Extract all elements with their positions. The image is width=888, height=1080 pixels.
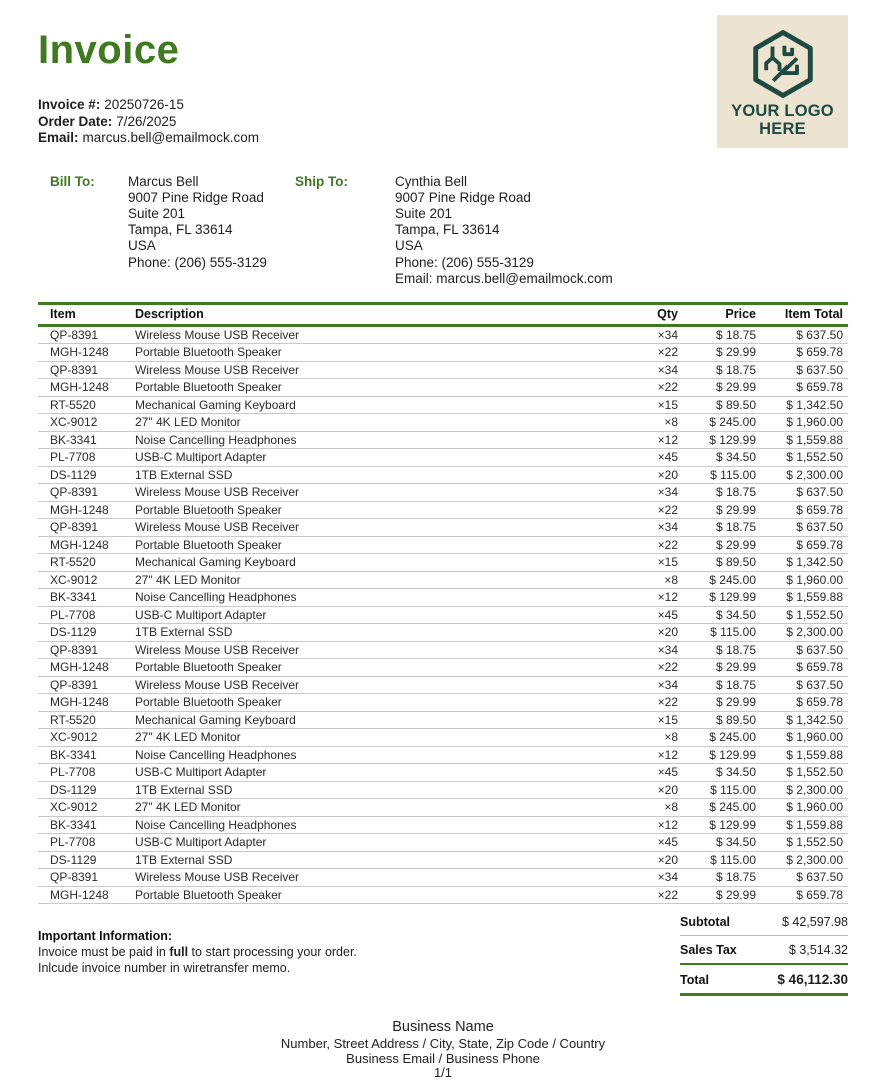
cell-qty: ×34 bbox=[618, 869, 678, 887]
cell-item: QP-8391 bbox=[38, 676, 135, 694]
note-text: Invoice must be paid in bbox=[38, 945, 170, 960]
ship-to-line: Phone: (206) 555-3129 bbox=[395, 254, 534, 270]
table-header-row bbox=[38, 303, 848, 325]
footer-contact: Business Email / Business Phone bbox=[346, 1050, 540, 1066]
cell-price: $ 129.99 bbox=[678, 816, 756, 834]
cell-item-total: $ 1,342.50 bbox=[756, 396, 848, 414]
cell-item: PL-7708 bbox=[38, 834, 135, 852]
cell-item: QP-8391 bbox=[38, 361, 135, 379]
bottom-section bbox=[38, 908, 848, 996]
total-label: Total bbox=[680, 972, 709, 987]
cell-qty: ×22 bbox=[618, 886, 678, 904]
cell-description: Portable Bluetooth Speaker bbox=[135, 886, 618, 904]
cell-item-total: $ 1,559.88 bbox=[756, 816, 848, 834]
meta-label: Email: bbox=[38, 130, 79, 145]
table-row bbox=[38, 379, 848, 397]
page-indicator: 1/1 bbox=[433, 1065, 453, 1080]
bill-to-line: 9007 Pine Ridge Road bbox=[128, 189, 264, 205]
cell-item: DS-1129 bbox=[38, 624, 135, 642]
cell-item-total: $ 637.50 bbox=[756, 869, 848, 887]
cell-item: RT-5520 bbox=[38, 396, 135, 414]
page-title: Invoice bbox=[38, 28, 180, 72]
ship-to-block bbox=[395, 174, 613, 287]
cell-qty: ×8 bbox=[618, 799, 678, 817]
cell-price: $ 34.50 bbox=[678, 449, 756, 467]
cell-qty: ×34 bbox=[618, 484, 678, 502]
cell-qty: ×34 bbox=[618, 676, 678, 694]
cell-item: BK-3341 bbox=[38, 589, 135, 607]
cell-price: $ 18.75 bbox=[678, 325, 756, 344]
subtotal-value: $ 42,597.98 bbox=[781, 915, 848, 930]
logo-text-line1: YOUR LOGO bbox=[731, 102, 834, 120]
cell-description: USB-C Multiport Adapter bbox=[135, 606, 618, 624]
cell-qty: ×45 bbox=[618, 834, 678, 852]
footer-business-name: Business Name bbox=[392, 1019, 494, 1036]
cell-description: Wireless Mouse USB Receiver bbox=[135, 519, 618, 537]
col-header-item: Item bbox=[38, 303, 135, 325]
cell-price: $ 29.99 bbox=[678, 344, 756, 362]
cell-price: $ 29.99 bbox=[678, 659, 756, 677]
table-row bbox=[38, 571, 848, 589]
cell-qty: ×45 bbox=[618, 606, 678, 624]
cell-price: $ 115.00 bbox=[678, 466, 756, 484]
footer-address: Number, Street Address / City, State, Zip Code / Country bbox=[280, 1036, 606, 1052]
cell-item: XC-9012 bbox=[38, 414, 135, 432]
cell-price: $ 115.00 bbox=[678, 781, 756, 799]
meta-value: marcus.bell@emailmock.com bbox=[82, 130, 260, 145]
cell-qty: ×15 bbox=[618, 711, 678, 729]
cell-item-total: $ 659.78 bbox=[756, 694, 848, 712]
cell-qty: ×20 bbox=[618, 466, 678, 484]
cell-item: DS-1129 bbox=[38, 781, 135, 799]
cell-qty: ×34 bbox=[618, 519, 678, 537]
table-row bbox=[38, 869, 848, 887]
cell-price: $ 89.50 bbox=[678, 554, 756, 572]
cell-description: 27" 4K LED Monitor bbox=[135, 729, 618, 747]
note-text: to start processing your order. bbox=[188, 945, 357, 960]
table-body bbox=[38, 325, 848, 904]
cell-item-total: $ 1,960.00 bbox=[756, 571, 848, 589]
table-row bbox=[38, 466, 848, 484]
cell-item-total: $ 1,559.88 bbox=[756, 746, 848, 764]
cell-price: $ 89.50 bbox=[678, 711, 756, 729]
cell-price: $ 34.50 bbox=[678, 834, 756, 852]
cell-price: $ 18.75 bbox=[678, 641, 756, 659]
cell-description: Mechanical Gaming Keyboard bbox=[135, 554, 618, 572]
cell-description: 27" 4K LED Monitor bbox=[135, 414, 618, 432]
cell-item: MGH-1248 bbox=[38, 886, 135, 904]
cell-description: 27" 4K LED Monitor bbox=[135, 571, 618, 589]
important-information-line2: Inlcude invoice number in wiretransfer memo. bbox=[38, 961, 291, 976]
table-row bbox=[38, 501, 848, 519]
table-row bbox=[38, 519, 848, 537]
cell-description: Wireless Mouse USB Receiver bbox=[135, 484, 618, 502]
cell-item-total: $ 659.78 bbox=[756, 379, 848, 397]
cell-description: Wireless Mouse USB Receiver bbox=[135, 641, 618, 659]
cell-item: RT-5520 bbox=[38, 554, 135, 572]
table-row bbox=[38, 851, 848, 869]
cell-item-total: $ 1,960.00 bbox=[756, 729, 848, 747]
table-row bbox=[38, 414, 848, 432]
cell-description: Noise Cancelling Headphones bbox=[135, 589, 618, 607]
table-row bbox=[38, 746, 848, 764]
cell-description: Portable Bluetooth Speaker bbox=[135, 379, 618, 397]
cell-item: QP-8391 bbox=[38, 519, 135, 537]
cell-description: 1TB External SSD bbox=[135, 466, 618, 484]
cell-price: $ 34.50 bbox=[678, 606, 756, 624]
cell-item-total: $ 659.78 bbox=[756, 344, 848, 362]
table-row bbox=[38, 816, 848, 834]
cell-item-total: $ 659.78 bbox=[756, 536, 848, 554]
cell-item: PL-7708 bbox=[38, 606, 135, 624]
meta-value: 7/26/2025 bbox=[116, 113, 177, 129]
cell-item-total: $ 659.78 bbox=[756, 886, 848, 904]
table-row bbox=[38, 396, 848, 414]
cell-item: DS-1129 bbox=[38, 851, 135, 869]
cell-item-total: $ 659.78 bbox=[756, 501, 848, 519]
cell-item-total: $ 1,559.88 bbox=[756, 431, 848, 449]
bill-to-line: Phone: (206) 555-3129 bbox=[128, 254, 267, 270]
logo-text bbox=[731, 102, 834, 138]
col-header-price: Price bbox=[678, 303, 756, 325]
cell-item: MGH-1248 bbox=[38, 379, 135, 397]
ship-to-line: Cynthia Bell bbox=[395, 173, 468, 189]
cell-item-total: $ 637.50 bbox=[756, 361, 848, 379]
ship-to-line: Suite 201 bbox=[395, 205, 453, 221]
cell-price: $ 18.75 bbox=[678, 361, 756, 379]
sales-tax-label: Sales Tax bbox=[680, 943, 737, 958]
cell-description: Mechanical Gaming Keyboard bbox=[135, 396, 618, 414]
footer bbox=[38, 1020, 848, 1080]
cell-item: BK-3341 bbox=[38, 816, 135, 834]
cell-item-total: $ 637.50 bbox=[756, 641, 848, 659]
cell-qty: ×8 bbox=[618, 414, 678, 432]
line-items-table bbox=[38, 302, 848, 905]
table-row bbox=[38, 554, 848, 572]
cell-qty: ×22 bbox=[618, 694, 678, 712]
cell-description: Wireless Mouse USB Receiver bbox=[135, 676, 618, 694]
cell-item-total: $ 1,342.50 bbox=[756, 711, 848, 729]
bill-to-line: Marcus Bell bbox=[128, 173, 199, 189]
col-header-item-total: Item Total bbox=[756, 303, 848, 325]
cell-price: $ 18.75 bbox=[678, 519, 756, 537]
cell-qty: ×20 bbox=[618, 781, 678, 799]
cell-qty: ×34 bbox=[618, 325, 678, 344]
table-row bbox=[38, 781, 848, 799]
cell-price: $ 18.75 bbox=[678, 676, 756, 694]
cell-item-total: $ 1,960.00 bbox=[756, 799, 848, 817]
cell-item-total: $ 1,552.50 bbox=[756, 764, 848, 782]
important-information bbox=[38, 908, 680, 996]
logo-text-line2: HERE bbox=[759, 120, 806, 138]
cell-qty: ×22 bbox=[618, 344, 678, 362]
cell-item: DS-1129 bbox=[38, 466, 135, 484]
cell-price: $ 18.75 bbox=[678, 484, 756, 502]
cell-item-total: $ 1,559.88 bbox=[756, 589, 848, 607]
cell-price: $ 115.00 bbox=[678, 624, 756, 642]
cell-price: $ 29.99 bbox=[678, 536, 756, 554]
cell-qty: ×34 bbox=[618, 641, 678, 659]
bill-to-line: Tampa, FL 33614 bbox=[128, 222, 233, 238]
cell-qty: ×12 bbox=[618, 816, 678, 834]
cell-item-total: $ 1,552.50 bbox=[756, 449, 848, 467]
cell-description: Portable Bluetooth Speaker bbox=[135, 344, 618, 362]
col-header-qty: Qty bbox=[618, 303, 678, 325]
table-row bbox=[38, 484, 848, 502]
cell-qty: ×8 bbox=[618, 729, 678, 747]
cell-description: Portable Bluetooth Speaker bbox=[135, 536, 618, 554]
cell-item: MGH-1248 bbox=[38, 536, 135, 554]
cell-qty: ×8 bbox=[618, 571, 678, 589]
cell-item: MGH-1248 bbox=[38, 659, 135, 677]
table-row bbox=[38, 764, 848, 782]
hexagon-logo-icon bbox=[748, 28, 818, 100]
bill-to-block bbox=[128, 174, 295, 287]
cell-item-total: $ 2,300.00 bbox=[756, 466, 848, 484]
ship-to-line: Tampa, FL 33614 bbox=[395, 222, 500, 238]
cell-qty: ×20 bbox=[618, 851, 678, 869]
cell-price: $ 29.99 bbox=[678, 379, 756, 397]
cell-item-total: $ 637.50 bbox=[756, 484, 848, 502]
cell-qty: ×22 bbox=[618, 379, 678, 397]
cell-item-total: $ 2,300.00 bbox=[756, 781, 848, 799]
cell-description: 27" 4K LED Monitor bbox=[135, 799, 618, 817]
note-bold-text: full bbox=[169, 945, 189, 960]
ship-to-label: Ship To: bbox=[295, 173, 348, 189]
cell-item: BK-3341 bbox=[38, 431, 135, 449]
cell-item: QP-8391 bbox=[38, 641, 135, 659]
sales-tax-row bbox=[680, 936, 848, 965]
total-value: $ 46,112.30 bbox=[777, 972, 848, 988]
cell-item: QP-8391 bbox=[38, 484, 135, 502]
cell-price: $ 245.00 bbox=[678, 414, 756, 432]
totals-box bbox=[680, 908, 848, 996]
cell-item-total: $ 659.78 bbox=[756, 659, 848, 677]
cell-qty: ×22 bbox=[618, 501, 678, 519]
cell-item: QP-8391 bbox=[38, 869, 135, 887]
cell-qty: ×45 bbox=[618, 449, 678, 467]
cell-price: $ 89.50 bbox=[678, 396, 756, 414]
cell-qty: ×15 bbox=[618, 396, 678, 414]
cell-item-total: $ 637.50 bbox=[756, 325, 848, 344]
cell-item-total: $ 2,300.00 bbox=[756, 624, 848, 642]
addresses-section bbox=[38, 174, 848, 287]
cell-price: $ 129.99 bbox=[678, 746, 756, 764]
sales-tax-value: $ 3,514.32 bbox=[788, 943, 848, 958]
logo-placeholder bbox=[717, 15, 848, 148]
cell-item: QP-8391 bbox=[38, 325, 135, 344]
bill-to-label: Bill To: bbox=[50, 173, 95, 189]
cell-item: XC-9012 bbox=[38, 571, 135, 589]
cell-description: Wireless Mouse USB Receiver bbox=[135, 325, 618, 344]
cell-description: Wireless Mouse USB Receiver bbox=[135, 869, 618, 887]
meta-label: Order Date: bbox=[38, 113, 113, 129]
cell-description: 1TB External SSD bbox=[135, 851, 618, 869]
cell-qty: ×12 bbox=[618, 746, 678, 764]
cell-description: Portable Bluetooth Speaker bbox=[135, 501, 618, 519]
cell-description: Noise Cancelling Headphones bbox=[135, 746, 618, 764]
cell-description: 1TB External SSD bbox=[135, 781, 618, 799]
important-information-line1 bbox=[38, 944, 680, 960]
cell-qty: ×34 bbox=[618, 361, 678, 379]
cell-qty: ×22 bbox=[618, 536, 678, 554]
table-row bbox=[38, 624, 848, 642]
total-row bbox=[680, 965, 848, 996]
cell-item: RT-5520 bbox=[38, 711, 135, 729]
cell-price: $ 115.00 bbox=[678, 851, 756, 869]
meta-value: 20250726-15 bbox=[104, 97, 184, 112]
table-row bbox=[38, 536, 848, 554]
cell-price: $ 245.00 bbox=[678, 729, 756, 747]
cell-price: $ 29.99 bbox=[678, 694, 756, 712]
cell-description: USB-C Multiport Adapter bbox=[135, 449, 618, 467]
cell-item: MGH-1248 bbox=[38, 694, 135, 712]
cell-item: PL-7708 bbox=[38, 449, 135, 467]
table-row bbox=[38, 361, 848, 379]
cell-price: $ 34.50 bbox=[678, 764, 756, 782]
col-header-description: Description bbox=[135, 303, 618, 325]
table-row bbox=[38, 606, 848, 624]
table-row bbox=[38, 711, 848, 729]
subtotal-label: Subtotal bbox=[680, 915, 730, 930]
cell-qty: ×12 bbox=[618, 589, 678, 607]
meta-label: Invoice #: bbox=[38, 97, 101, 112]
cell-price: $ 245.00 bbox=[678, 571, 756, 589]
table-row bbox=[38, 589, 848, 607]
cell-price: $ 245.00 bbox=[678, 799, 756, 817]
cell-item: MGH-1248 bbox=[38, 344, 135, 362]
cell-price: $ 18.75 bbox=[678, 869, 756, 887]
table-row bbox=[38, 694, 848, 712]
cell-qty: ×12 bbox=[618, 431, 678, 449]
table-row bbox=[38, 886, 848, 904]
cell-description: Noise Cancelling Headphones bbox=[135, 816, 618, 834]
cell-price: $ 129.99 bbox=[678, 431, 756, 449]
table-row bbox=[38, 431, 848, 449]
cell-item: XC-9012 bbox=[38, 729, 135, 747]
table-row bbox=[38, 659, 848, 677]
table-row bbox=[38, 834, 848, 852]
ship-to-line: 9007 Pine Ridge Road bbox=[395, 189, 531, 205]
table-row bbox=[38, 676, 848, 694]
bill-to-line: Suite 201 bbox=[128, 205, 186, 221]
table-row bbox=[38, 799, 848, 817]
cell-item-total: $ 1,552.50 bbox=[756, 606, 848, 624]
cell-qty: ×15 bbox=[618, 554, 678, 572]
important-information-heading: Important Information: bbox=[38, 929, 173, 944]
cell-qty: ×22 bbox=[618, 659, 678, 677]
table-row bbox=[38, 729, 848, 747]
ship-to-line: Email: marcus.bell@emailmock.com bbox=[395, 270, 613, 286]
cell-item: MGH-1248 bbox=[38, 501, 135, 519]
cell-description: Mechanical Gaming Keyboard bbox=[135, 711, 618, 729]
table-row bbox=[38, 344, 848, 362]
cell-item: BK-3341 bbox=[38, 746, 135, 764]
subtotal-row bbox=[680, 908, 848, 936]
cell-description: USB-C Multiport Adapter bbox=[135, 764, 618, 782]
cell-description: Portable Bluetooth Speaker bbox=[135, 659, 618, 677]
cell-price: $ 29.99 bbox=[678, 501, 756, 519]
table-row bbox=[38, 449, 848, 467]
cell-item-total: $ 1,342.50 bbox=[756, 554, 848, 572]
table-row bbox=[38, 325, 848, 344]
cell-item: PL-7708 bbox=[38, 764, 135, 782]
cell-item: XC-9012 bbox=[38, 799, 135, 817]
cell-item-total: $ 1,960.00 bbox=[756, 414, 848, 432]
cell-item-total: $ 2,300.00 bbox=[756, 851, 848, 869]
cell-price: $ 29.99 bbox=[678, 886, 756, 904]
cell-item-total: $ 1,552.50 bbox=[756, 834, 848, 852]
cell-qty: ×45 bbox=[618, 764, 678, 782]
cell-description: USB-C Multiport Adapter bbox=[135, 834, 618, 852]
bill-to-line: USA bbox=[128, 238, 156, 254]
cell-description: Wireless Mouse USB Receiver bbox=[135, 361, 618, 379]
cell-item-total: $ 637.50 bbox=[756, 519, 848, 537]
cell-price: $ 129.99 bbox=[678, 589, 756, 607]
ship-to-line: USA bbox=[395, 238, 423, 254]
table-row bbox=[38, 641, 848, 659]
cell-description: 1TB External SSD bbox=[135, 624, 618, 642]
cell-description: Portable Bluetooth Speaker bbox=[135, 694, 618, 712]
cell-description: Noise Cancelling Headphones bbox=[135, 431, 618, 449]
cell-qty: ×20 bbox=[618, 624, 678, 642]
cell-item-total: $ 637.50 bbox=[756, 676, 848, 694]
